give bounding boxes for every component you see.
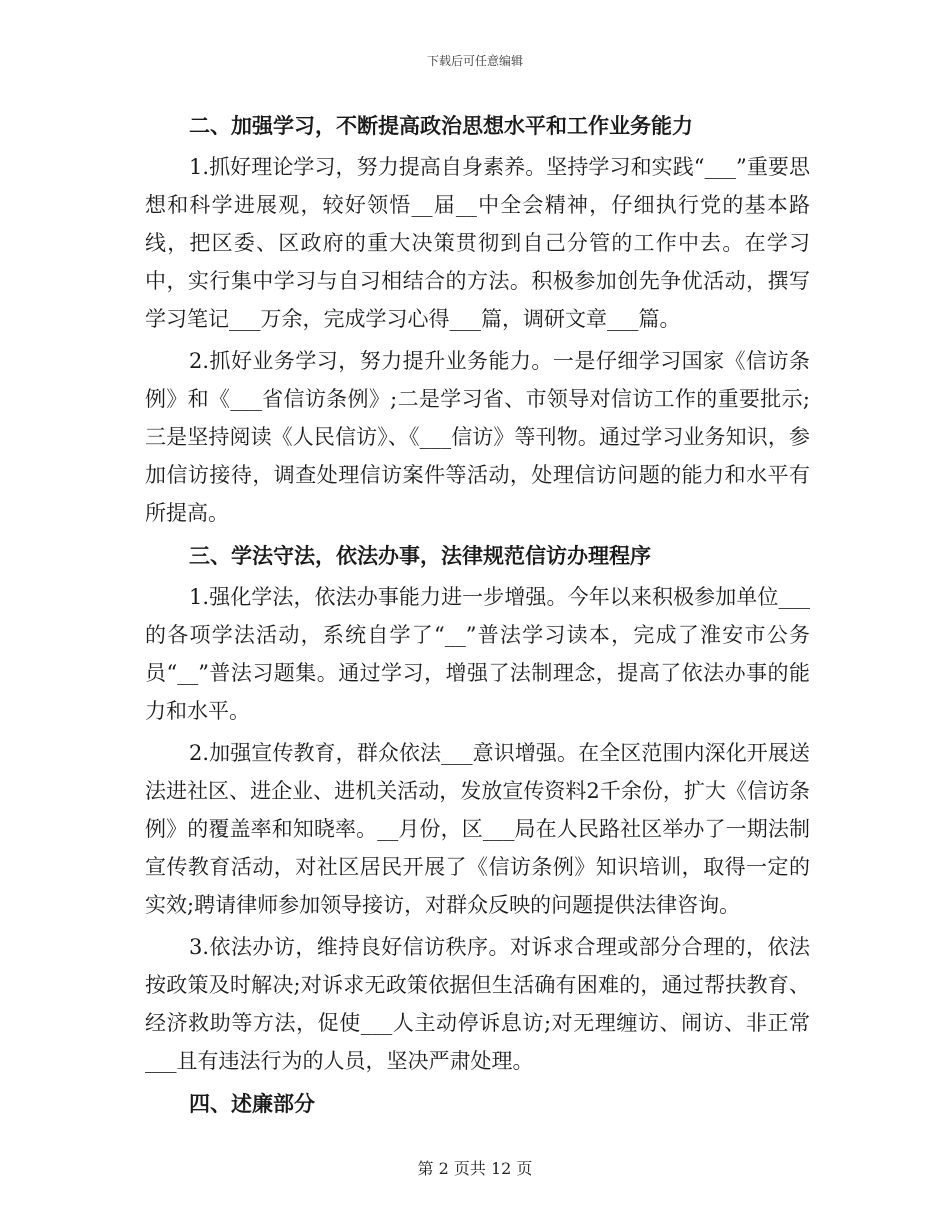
section-law xyxy=(145,536,810,1080)
page-number-footer: 第 2 页共 12 页 xyxy=(417,1159,533,1178)
page-header-note: 下载后可任意编辑 xyxy=(426,54,523,68)
paragraph: 2.加强宣传教育，群众依法___意识增强。在全区范围内深化开展送法进社区、进企业、进机关活动，发放宣传资料2千余份，扩大《信访条例》的覆盖率和知晓率。__月份，区___局在人民路社区举办了一期法制宣传教育活动，对社区居民开展了《信访条例》知识培训，取得一定的实效;聘请律师参加领导接访，对群众反映的问题提供法律咨询。 xyxy=(145,741,810,917)
section-heading: 三、学法守法，依法办事，法律规范信访办理程序 xyxy=(189,544,651,568)
section-integrity xyxy=(145,1084,810,1124)
document-body xyxy=(145,106,810,1126)
paragraph: 2.抓好业务学习，努力提升业务能力。一是仔细学习国家《信访条例》和《___省信访条例》;二是学习省、市领导对信访工作的重要批示;三是坚持阅读《人民信访》、《___信访》等刊物。通过学习业务知识，参加信访接待，调查处理信访案件等活动，处理信访问题的能力和水平有所提高。 xyxy=(145,349,810,525)
paragraph: 1.抓好理论学习，努力提高自身素养。坚持学习和实践“___”重要思想和科学进展观，较好领悟__届__中全会精神，仔细执行党的基本路线，把区委、区政府的重大决策贯彻到自己分管的工作中去。在学习中，实行集中学习与自习相结合的方法。积极参加创先争优活动，撰写学习笔记___万余，完成学习心得___篇，调研文章___篇。 xyxy=(145,155,810,331)
paragraph: 3.依法办访，维持良好信访秩序。对诉求合理或部分合理的，依法按政策及时解决;对诉求无政策依据但生活确有困难的，通过帮扶教育、经济救助等方法，促使___人主动停诉息访;对无理缠访、闹访、非正常___且有违法行为的人员，坚决严肃处理。 xyxy=(145,935,810,1073)
section-heading: 二、加强学习，不断提高政治思想水平和工作业务能力 xyxy=(189,114,693,138)
section-heading: 四、述廉部分 xyxy=(189,1092,315,1116)
section-study xyxy=(145,106,810,532)
paragraph: 1.强化学法，依法办事能力进一步增强。今年以来积极参加单位___的各项学法活动，系统自学了“__”普法学习读本，完成了淮安市公务员“__”普法习题集。通过学习，增强了法制理念，提高了依法办事的能力和水平。 xyxy=(145,585,810,723)
